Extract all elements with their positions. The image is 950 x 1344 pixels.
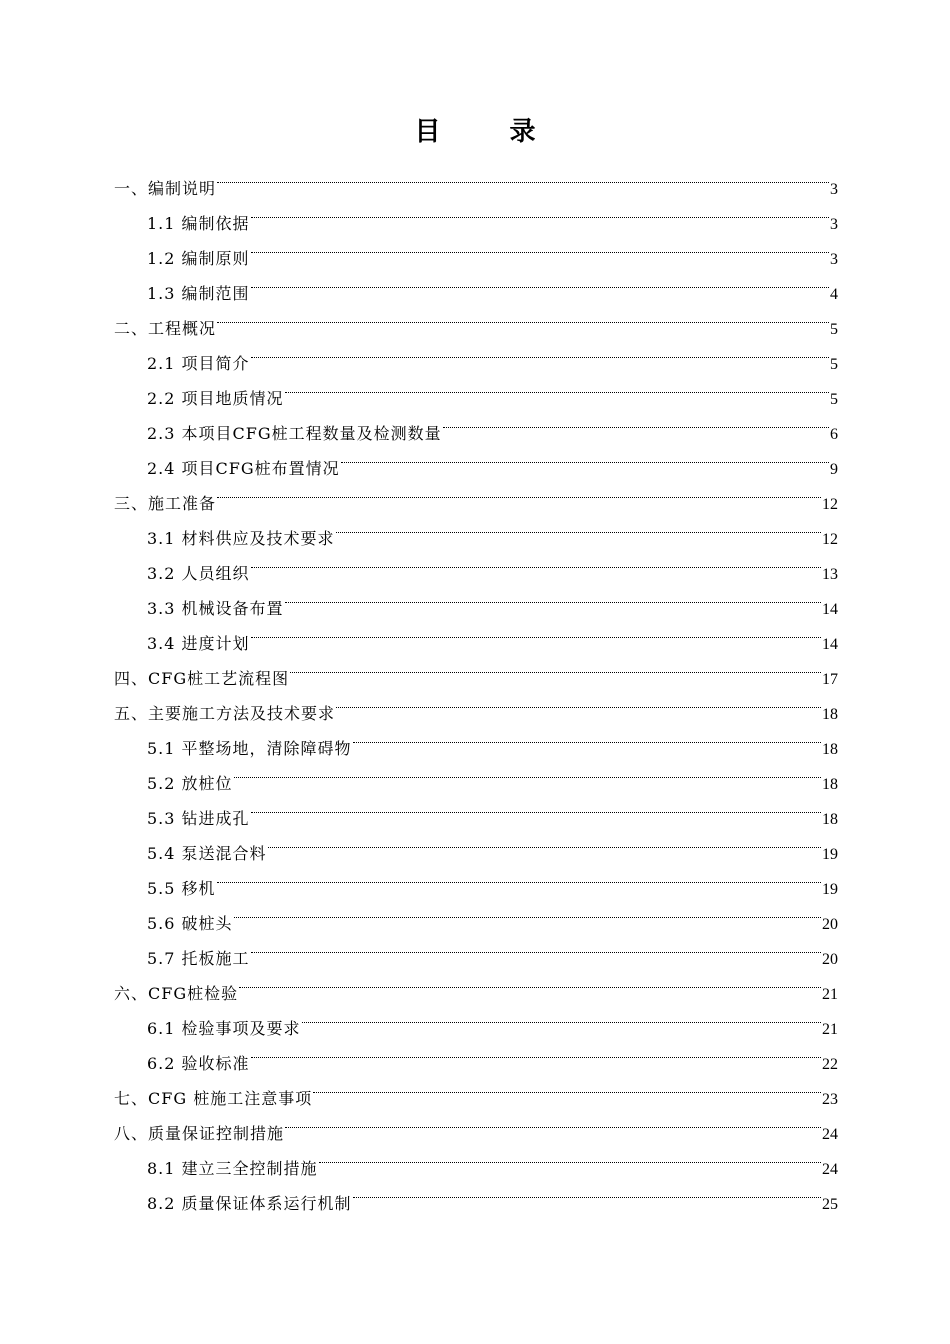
- toc-entry-label: 六、CFG桩检验: [114, 984, 239, 1003]
- toc-dot-leader: [217, 299, 829, 334]
- toc-entry-label: 八、质量保证控制措施: [114, 1124, 285, 1143]
- toc-entry[interactable]: [114, 194, 838, 233]
- toc-entry-page-number: 3: [830, 181, 838, 198]
- toc-entry-label: 5.1 平整场地，清除障碍物: [147, 739, 352, 758]
- toc-dot-leader: [285, 579, 821, 614]
- toc-entry-page-number: 14: [822, 601, 838, 618]
- toc-entry-label: 1.2 编制原则: [147, 249, 250, 268]
- toc-dot-leader: [290, 649, 821, 684]
- toc-entry-page-number: 25: [822, 1196, 838, 1213]
- toc-entry-page-number: 24: [822, 1161, 838, 1178]
- toc-dot-leader: [239, 964, 821, 999]
- toc-dot-leader: [341, 439, 829, 474]
- toc-entry-label: 5.7 托板施工: [147, 949, 250, 968]
- toc-dot-leader: [268, 824, 821, 859]
- toc-dot-leader: [234, 894, 821, 929]
- toc-dot-leader: [319, 1139, 821, 1174]
- toc-entry-label: 3.4 进度计划: [147, 634, 250, 653]
- toc-entry-label: 5.4 泵送混合料: [147, 844, 267, 863]
- toc-dot-leader: [285, 1104, 821, 1139]
- toc-entry-label: 七、CFG 桩施工注意事项: [114, 1089, 313, 1108]
- toc-entry-page-number: 20: [822, 951, 838, 968]
- toc-entry-label: 三、施工准备: [114, 494, 217, 513]
- toc-dot-leader: [336, 509, 821, 544]
- toc-entry-label: 5.2 放桩位: [147, 774, 233, 793]
- toc-entry-label: 二、工程概况: [114, 319, 217, 338]
- toc-entry[interactable]: [114, 509, 838, 548]
- toc-entry-label: 6.2 验收标准: [147, 1054, 250, 1073]
- toc-entry-page-number: 5: [830, 356, 838, 373]
- toc-entry-label: 8.1 建立三全控制措施: [147, 1159, 318, 1178]
- table-of-contents: [114, 159, 838, 1213]
- toc-entry-page-number: 4: [830, 286, 838, 303]
- toc-entry[interactable]: [114, 859, 838, 898]
- toc-dot-leader: [251, 1034, 821, 1069]
- toc-dot-leader: [313, 1069, 821, 1104]
- toc-entry-label: 3.3 机械设备布置: [147, 599, 284, 618]
- toc-entry-label: 2.4 项目CFG桩布置情况: [147, 459, 340, 478]
- toc-entry-page-number: 9: [830, 461, 838, 478]
- toc-entry-page-number: 23: [822, 1091, 838, 1108]
- toc-entry-label: 6.1 检验事项及要求: [147, 1019, 301, 1038]
- toc-entry-label: 8.2 质量保证体系运行机制: [147, 1194, 352, 1213]
- toc-entry-page-number: 19: [822, 846, 838, 863]
- toc-dot-leader: [251, 229, 829, 264]
- toc-entry[interactable]: [114, 299, 838, 338]
- toc-entry-label: 2.3 本项目CFG桩工程数量及检测数量: [147, 424, 442, 443]
- toc-entry-page-number: 21: [822, 986, 838, 1003]
- toc-dot-leader: [353, 1174, 821, 1209]
- toc-entry-label: 5.3 钻进成孔: [147, 809, 250, 828]
- toc-entry-page-number: 18: [822, 776, 838, 793]
- toc-dot-leader: [251, 789, 821, 824]
- toc-entry-page-number: 19: [822, 881, 838, 898]
- toc-entry-page-number: 22: [822, 1056, 838, 1073]
- toc-entry-label: 2.2 项目地质情况: [147, 389, 284, 408]
- toc-entry-page-number: 5: [830, 321, 838, 338]
- toc-dot-leader: [251, 194, 829, 229]
- toc-entry-page-number: 18: [822, 741, 838, 758]
- toc-entry-page-number: 5: [830, 391, 838, 408]
- toc-entry[interactable]: [114, 474, 838, 513]
- toc-dot-leader: [251, 264, 829, 299]
- toc-dot-leader: [443, 404, 829, 439]
- toc-entry-label: 1.1 编制依据: [147, 214, 250, 233]
- toc-entry-page-number: 14: [822, 636, 838, 653]
- toc-dot-leader: [285, 369, 829, 404]
- toc-dot-leader: [336, 684, 821, 719]
- toc-entry-label: 3.1 材料供应及技术要求: [147, 529, 335, 548]
- toc-entry-label: 3.2 人员组织: [147, 564, 250, 583]
- toc-entry-label: 2.1 项目简介: [147, 354, 250, 373]
- toc-entry-page-number: 6: [830, 426, 838, 443]
- toc-dot-leader: [234, 754, 821, 789]
- toc-dot-leader: [217, 159, 829, 194]
- toc-entry-label: 1.3 编制范围: [147, 284, 250, 303]
- toc-entry[interactable]: [114, 334, 838, 373]
- toc-entry-page-number: 3: [830, 251, 838, 268]
- toc-dot-leader: [251, 614, 821, 649]
- toc-entry-page-number: 20: [822, 916, 838, 933]
- toc-entry-page-number: 13: [822, 566, 838, 583]
- page-title: 目 录: [414, 117, 566, 147]
- toc-entry[interactable]: [114, 159, 838, 198]
- toc-entry-page-number: 21: [822, 1021, 838, 1038]
- toc-entry-label: 五、主要施工方法及技术要求: [114, 704, 336, 723]
- toc-entry-page-number: 18: [822, 706, 838, 723]
- toc-entry-page-number: 3: [830, 216, 838, 233]
- toc-entry-page-number: 17: [822, 671, 838, 688]
- toc-entry-label: 5.5 移机: [147, 879, 216, 898]
- toc-dot-leader: [353, 719, 821, 754]
- toc-dot-leader: [302, 999, 821, 1034]
- toc-dot-leader: [217, 859, 821, 894]
- toc-dot-leader: [251, 929, 821, 964]
- toc-entry-page-number: 24: [822, 1126, 838, 1143]
- toc-entry-label: 四、CFG桩工艺流程图: [114, 669, 290, 688]
- toc-dot-leader: [251, 334, 829, 369]
- toc-dot-leader: [217, 474, 821, 509]
- toc-entry-label: 5.6 破桩头: [147, 914, 233, 933]
- toc-dot-leader: [251, 544, 821, 579]
- toc-entry-label: 一、编制说明: [114, 179, 217, 198]
- toc-entry-page-number: 12: [822, 531, 838, 548]
- toc-entry-page-number: 12: [822, 496, 838, 513]
- toc-entry[interactable]: [114, 894, 838, 933]
- toc-entry-page-number: 18: [822, 811, 838, 828]
